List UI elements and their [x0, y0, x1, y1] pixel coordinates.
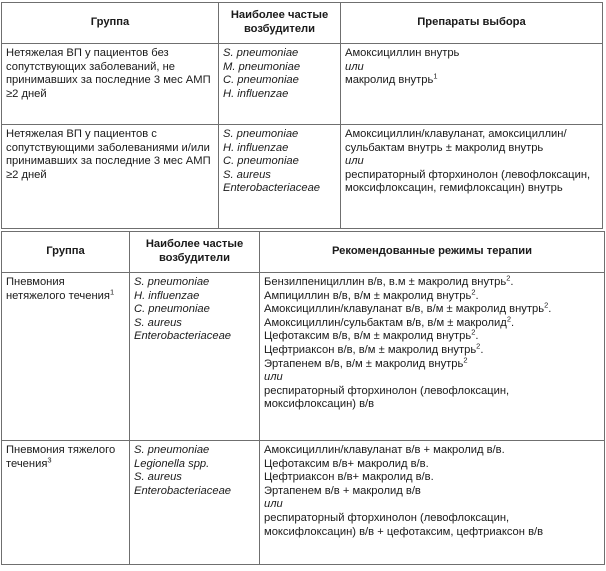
therapy-line: макролид внутрь$^1$ — [345, 71, 438, 87]
therapy-line: респираторный фторхинолон (левофлоксацин, моксифлоксацин) в/в + цефотаксим, цефтриаксон в/в — [264, 511, 544, 538]
footnote-mark: 2 — [544, 300, 549, 310]
footnote-mark: 2 — [471, 327, 476, 337]
pathogen: M. pneumoniae — [223, 60, 301, 73]
therapy-line: Бензилпенициллин в/в, в.м ± макролид внутрь$^2$. — [264, 273, 514, 288]
pathogen: Enterobacteriaceae — [223, 182, 321, 195]
pathogen: Legionella spp. — [134, 457, 210, 470]
pathogen: H. influenzae — [223, 87, 289, 100]
therapy-line: Цефтриаксон в/в+ макролид в/в. — [264, 471, 434, 484]
therapy-cell — [260, 273, 605, 441]
table-row — [2, 273, 605, 441]
therapy-line: или — [264, 371, 283, 384]
header-therapy: Рекомендованные режимы терапии — [260, 232, 605, 273]
therapy-line: Амоксициллин/клавуланат в/в, в/м ± макролид внутрь$^2$. — [264, 300, 552, 316]
footnote-mark: 2 — [463, 354, 468, 364]
therapy-line: респираторный фторхинолон (левофлоксацин, моксифлоксацин) в/в — [264, 384, 510, 411]
therapy-line: или — [264, 498, 283, 511]
pathogen: S. pneumoniae — [134, 276, 210, 288]
therapy-line: Амоксициллин/клавуланат, амоксициллин/сульбактам внутрь ± макролид внутрь — [345, 128, 567, 154]
pathogen: S. aureus — [223, 168, 271, 181]
footnote-mark: 2 — [476, 341, 481, 351]
pathogens-cell — [219, 125, 341, 229]
therapy-line: или — [345, 155, 364, 168]
table-outpatient — [1, 2, 603, 229]
group-cell: Пневмония нетяжелого течения$^1$ — [2, 273, 130, 441]
pathogen: S. pneumoniae — [223, 128, 299, 140]
table-row — [2, 441, 605, 565]
pathogen: S. aureus — [134, 316, 182, 329]
pathogen: C. pneumoniae — [223, 155, 299, 168]
pathogen: H. influenzae — [134, 289, 200, 302]
therapy-line: Амоксициллин/сульбактам в/в, в/м ± макролид$^2$. — [264, 314, 515, 329]
table-inpatient — [1, 231, 605, 565]
therapy-line: Амоксициллин внутрь — [345, 47, 460, 59]
therapy-line: Цефтриаксон в/в, в/м ± макролид внутрь$^2$. — [264, 341, 484, 356]
group-cell: Нетяжелая ВП у пациентов без сопутствующих заболеваний, не принимавших за последние 3 мес АМП ≥2 дней — [2, 44, 219, 125]
therapy-line: Амоксициллин/клавуланат в/в + макролид в/в. — [264, 444, 505, 456]
group-cell: Нетяжелая ВП у пациентов с сопутствующими заболеваниями и/или принимавших за последние 3 мес АМП ≥2 дней — [2, 125, 219, 229]
header-pathogens: Наиболее частые возбудители — [219, 3, 341, 44]
pathogen: S. pneumoniae — [223, 47, 299, 59]
header-pathogens: Наиболее частые возбудители — [130, 232, 260, 273]
footnote-mark: 1 — [433, 71, 438, 81]
pathogens-cell — [130, 441, 260, 565]
pathogen: S. pneumoniae — [134, 444, 210, 456]
pathogen: Enterobacteriaceae — [134, 330, 232, 343]
footnote-mark: 1 — [109, 286, 115, 296]
therapy-line: Ампициллин в/в, в/м ± макролид внутрь$^2$. — [264, 286, 479, 302]
footnote-mark: 2 — [506, 273, 511, 283]
footnote-mark: 2 — [471, 286, 476, 296]
pathogen: C. pneumoniae — [223, 74, 299, 87]
footnote-mark: 3 — [47, 454, 52, 464]
therapy-line: Эртапенем в/в + макролид в/в — [264, 484, 421, 497]
therapy-line: Эртапенем в/в, в/м ± макролид внутрь$^2$ — [264, 354, 468, 370]
header-group: Группа — [2, 232, 130, 273]
pathogens-cell — [219, 44, 341, 125]
footnote-mark: 2 — [506, 314, 511, 324]
group-cell: Пневмония тяжелого течения$^3$ — [2, 441, 130, 565]
therapy-line: Цефотаксим в/в+ макролид в/в. — [264, 457, 429, 470]
therapy-line: или — [345, 60, 364, 73]
pathogen: S. aureus — [134, 471, 182, 484]
therapy-line: респираторный фторхинолон (левофлоксацин, моксифлоксацин, гемифлоксацин) внутрь — [345, 168, 591, 195]
therapy-cell — [341, 44, 603, 125]
pathogen: H. influenzae — [223, 141, 289, 154]
header-therapy: Препараты выбора — [341, 3, 603, 44]
therapy-cell — [341, 125, 603, 229]
therapy-line: Цефотаксим в/в, в/м ± макролид внутрь$^2$. — [264, 327, 479, 343]
table-row — [2, 125, 603, 229]
pathogen: Enterobacteriaceae — [134, 484, 232, 497]
pathogen: C. pneumoniae — [134, 303, 210, 316]
header-group: Группа — [2, 3, 219, 44]
pathogens-cell — [130, 273, 260, 441]
therapy-cell — [260, 441, 605, 565]
table-row — [2, 44, 603, 125]
